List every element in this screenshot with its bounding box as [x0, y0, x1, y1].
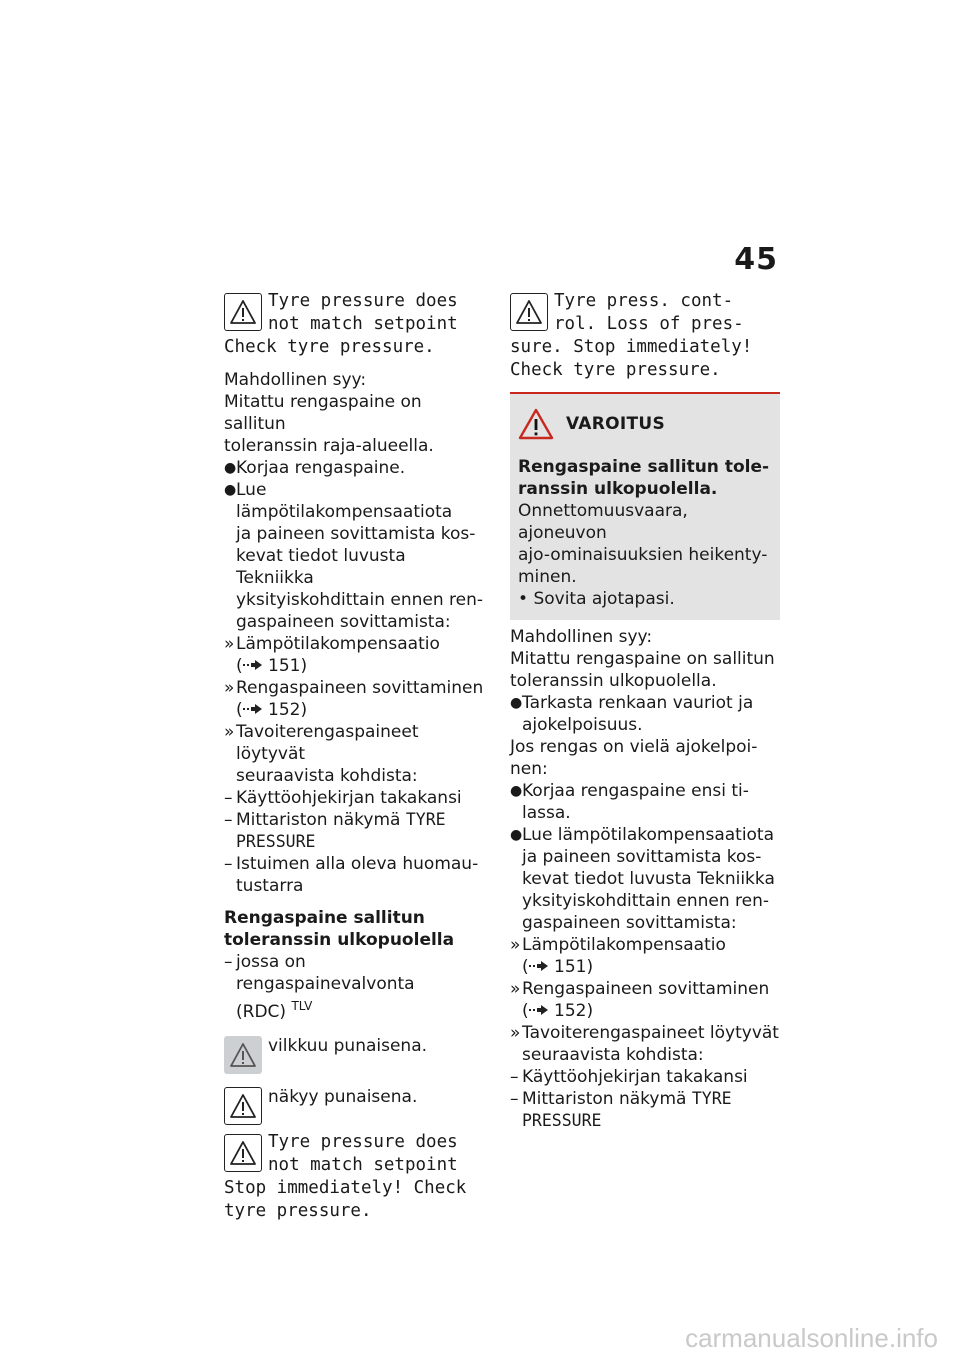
- warning-heading: Rengaspaine sallitun tole-: [518, 457, 770, 477]
- list-item: ● Lue lämpötilakompensaatiota ja paineen sovittamista kos- kevat tiedot luvusta Tekniikka yksityiskohdittain ennen ren- gaspaineen sovittamista:: [224, 480, 483, 632]
- list-item: ● Korjaa rengaspaine ensi ti- lassa.: [510, 781, 749, 823]
- page-number: 45: [734, 242, 778, 277]
- display-message-1: Tyre pressure does not match setpoint Check tyre pressure.: [224, 291, 458, 357]
- list-item: – Käyttöohjekirjan takakansi: [510, 1067, 748, 1087]
- list-item: ● Tarkasta renkaan vauriot ja ajokelpoisuus.: [510, 693, 754, 735]
- page-reference-arrow-icon: [243, 703, 263, 715]
- indicator-flashing: vilkkuu punaisena.: [224, 1033, 486, 1074]
- warning-triangle-icon: [224, 293, 262, 331]
- cross-reference[interactable]: » Lämpötilakompensaatio ( 151): [510, 935, 726, 977]
- warning-triangle-flashing-icon: [224, 1036, 262, 1074]
- warning-box: VAROITUS Rengaspaine sallitun tole- ranssin ulkopuolella. Onnettomuusvaara, ajoneuvon ajo-ominaisuuksien heikenty- minen. • Sovita ajotapasi.: [510, 394, 780, 620]
- warning-text: Onnettomuusvaara, ajoneuvon: [518, 501, 688, 543]
- warning-triangle-icon: [224, 1087, 262, 1125]
- warning-title: VAROITUS: [566, 414, 666, 434]
- warning-bullet: • Sovita ajotapasi.: [518, 589, 675, 609]
- cause-text: Mitattu rengaspaine on sallitun: [510, 649, 775, 669]
- list-item: » Tavoiterengaspaineet löytyvät seuraavista kohdista:: [224, 722, 419, 786]
- indicator-steady: näkyy punaisena.: [224, 1084, 486, 1125]
- warning-triangle-icon: [510, 293, 548, 331]
- right-column: Tyre press. cont- rol. Loss of pres- sure. Stop immediately! Check tyre pressure. VAROITUS Rengaspaine sallitun tole- ranssin ulkopuolella. Onnettomuusvaara, ajoneuvon ajo-ominaisuuksien heikenty- minen. • Sovita ajotapasi. Mahdollinen syy: Mitattu rengaspaine on sallitun toleranssin ulkopuolella. ● Tarkasta renkaan vauriot ja ajokelpoisuus. Jos rengas on vielä ajokelpoi- nen: ● Korjaa rengaspaine ensi ti- lassa. ● Lue lämpötilakompensaatiota ja paineen sovittamista kos- kevat tiedot luvusta Tekniikka yksityiskohdittain ennen ren- gaspaineen sovittamista: » Lämpötilakompensaatio ( 151) » Rengaspaineen sovittaminen ( 152) » Tavoiterengaspaineet löytyvät seuraavista kohdista: – Käyttöohjekirjan takakansi – Mittariston näkymä TYRE PRESSURE: [510, 291, 779, 1130]
- warning-red-triangle-icon: [518, 408, 554, 440]
- cross-reference[interactable]: » Rengaspaineen sovittaminen ( 152): [224, 678, 484, 720]
- list-item: ● Korjaa rengaspaine.: [224, 458, 406, 478]
- list-item: – Istuimen alla oleva huomau- tustarra: [224, 854, 479, 896]
- list-item: – jossa on rengaspainevalvonta (RDC) $^{TLV}$: [224, 952, 415, 1022]
- display-message-2: Tyre pressure does not match setpoint Stop immediately! Check tyre pressure.: [224, 1132, 467, 1221]
- page-reference-arrow-icon: [529, 960, 549, 972]
- page-reference-arrow-icon: [243, 659, 263, 671]
- cause-label: Mahdollinen syy:: [510, 627, 653, 647]
- cause-text: Mitattu rengaspaine on sallitun: [224, 392, 422, 434]
- left-column: Tyre pressure does not match setpoint Check tyre pressure. Mahdollinen syy: Mitattu rengaspaine on sallitun toleranssin raja-alueella. ● Korjaa rengaspaine. ● Lue lämpötilakompensaatiota ja paineen sovittamista kos- kevat tiedot luvusta Tekniikka yksityiskohdittain ennen ren- gaspaineen sovittamista: » Lämpötilakompensaatio ( 151) » Rengaspaineen sovittaminen ( 152) » Tavoiterengaspaineet löytyvät seuraavista kohdista: – Käyttöohjekirjan takakansi – Mittariston näkymä TYRE PRESSURE – Istuimen alla oleva huomau- tustarra Rengaspaine sallitun toleranssin ulkopuolella – jossa on rengaspainevalvonta (RDC) $^{TLV}$ vilkkuu punaisena. näkyy punaisena. Tyre pressure does not match setpoint Stop immediately! Check tyre pressure.: [224, 290, 486, 1227]
- cause-label: Mahdollinen syy:: [224, 370, 367, 390]
- warning-header: [518, 408, 772, 440]
- list-item: – Käyttöohjekirjan takakansi: [224, 788, 462, 808]
- list-item: – Mittariston näkymä TYRE PRESSURE: [224, 810, 446, 851]
- cross-reference[interactable]: » Rengaspaineen sovittaminen ( 152): [510, 979, 770, 1021]
- watermark: carmanualsonline.info: [685, 1323, 938, 1353]
- cross-reference[interactable]: » Lämpötilakompensaatio ( 151): [224, 634, 440, 676]
- page-reference-arrow-icon: [529, 1004, 549, 1016]
- list-item: – Mittariston näkymä TYRE PRESSURE: [510, 1089, 732, 1130]
- warning-triangle-icon: [224, 1134, 262, 1172]
- list-item: » Tavoiterengaspaineet löytyvät seuraavista kohdista:: [510, 1023, 779, 1065]
- section-heading: Rengaspaine sallitun: [224, 908, 425, 928]
- paragraph: Jos rengas on vielä ajokelpoi-: [510, 737, 758, 757]
- display-message-3: Tyre press. cont- rol. Loss of pres- sure. Stop immediately! Check tyre pressure.: [510, 291, 753, 380]
- list-item: ● Lue lämpötilakompensaatiota ja paineen sovittamista kos- kevat tiedot luvusta Tekniikka yksityiskohdittain ennen ren- gaspaineen sovittamista:: [510, 825, 775, 933]
